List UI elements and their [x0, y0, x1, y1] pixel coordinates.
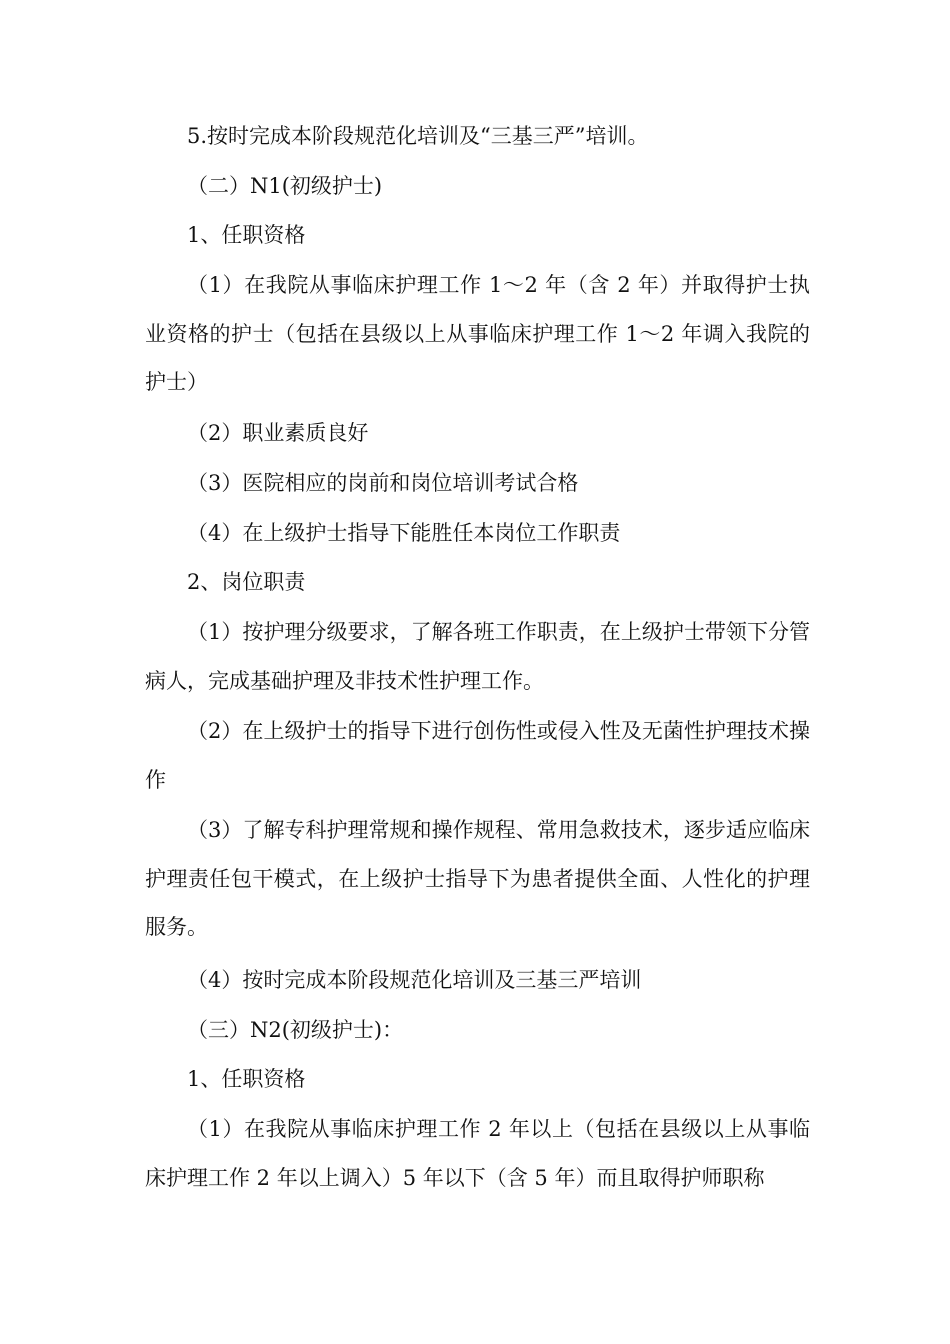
paragraph-n1-qualification-4: （4）在上级护士指导下能胜任本岗位工作职责	[187, 521, 621, 545]
section-heading-n1: （二）N1(初级护士)	[187, 174, 383, 198]
subheading-qualifications-n1: 1、任职资格	[187, 223, 306, 247]
paragraph-n1-duty-2: （2）在上级护士的指导下进行创伤性或侵入性及无菌性护理技术操作	[145, 719, 810, 792]
paragraph-n1-duty-1: （1）按护理分级要求，了解各班工作职责，在上级护士带领下分管病人，完成基础护理及非技术性护理工作。	[145, 620, 810, 693]
paragraph-n1-duty-4: （4）按时完成本阶段规范化培训及三基三严培训	[187, 968, 642, 992]
subheading-qualifications-n2: 1、任职资格	[187, 1067, 306, 1091]
section-heading-n2: （三）N2(初级护士)：	[187, 1018, 404, 1042]
paragraph-n1-qualification-3: （3）医院相应的岗前和岗位培训考试合格	[187, 471, 579, 495]
subheading-duties-n1: 2、岗位职责	[187, 570, 306, 594]
paragraph-n1-duty-3: （3）了解专科护理常规和操作规程、常用急救技术，逐步适应临床护理责任包干模式，在上级护士指导下为患者提供全面、人性化的护理服务。	[145, 818, 810, 939]
paragraph-training-completion: 5.按时完成本阶段规范化培训及“三基三严”培训。	[187, 124, 649, 148]
paragraph-n1-qualification-2: （2）职业素质良好	[187, 421, 369, 445]
paragraph-n1-qualification-1: （1）在我院从事临床护理工作 1～2 年（含 2 年）并取得护士执业资格的护士（包括在县级以上从事临床护理工作 1～2 年调入我院的护士）	[145, 273, 810, 394]
paragraph-n2-qualification-1: （1）在我院从事临床护理工作 2 年以上（包括在县级以上从事临床护理工作 2 年以上调入）5 年以下（含 5 年）而且取得护师职称	[145, 1117, 810, 1190]
